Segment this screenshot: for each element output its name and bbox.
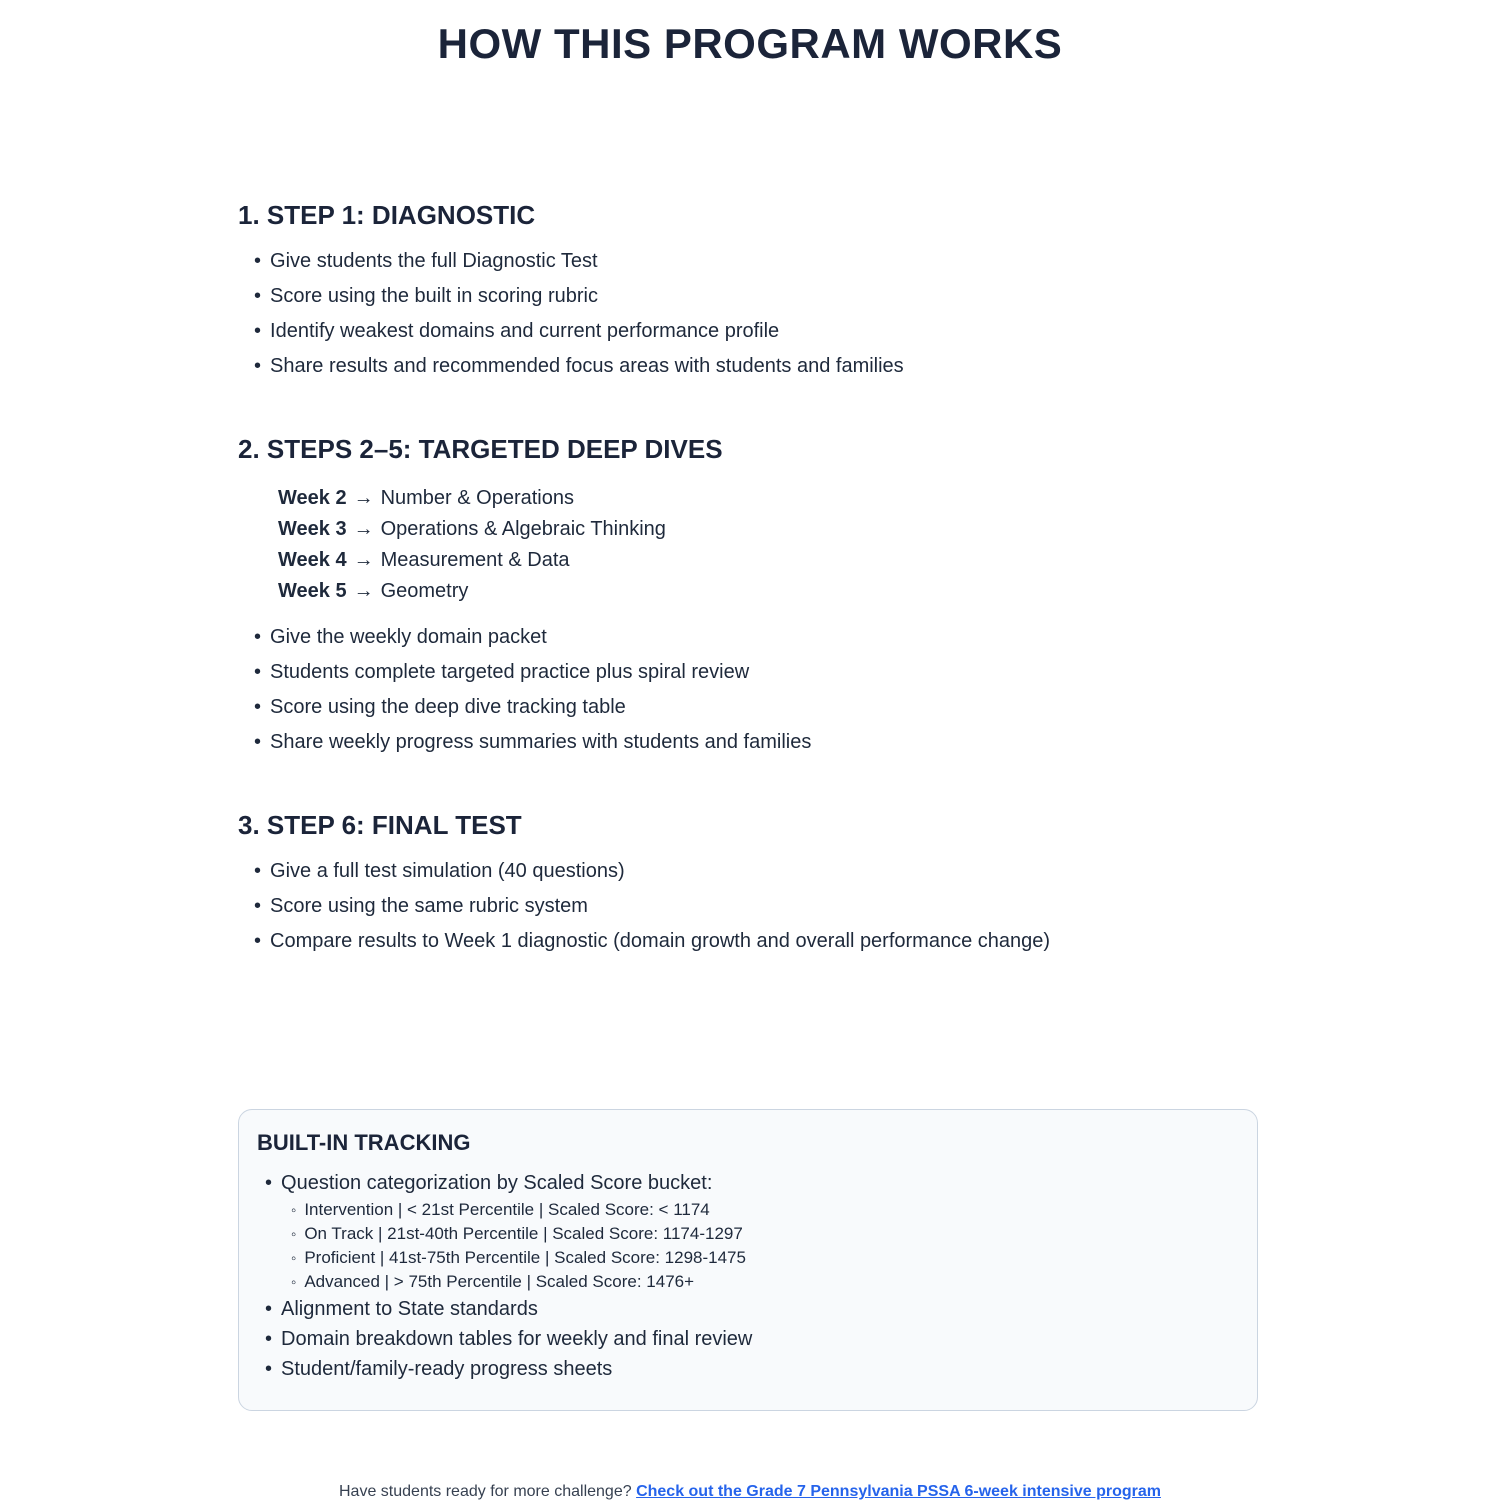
week-line	[278, 483, 1268, 514]
section-heading-text: STEP 1: DIAGNOSTIC	[266, 200, 536, 230]
section-heading	[238, 200, 1268, 231]
section-heading-text: STEPS 2–5: TARGETED DEEP DIVES	[266, 434, 723, 464]
section-number: 2.	[238, 434, 260, 464]
bullet-item: • Share weekly progress summaries with students and families	[254, 725, 1268, 760]
section-heading-text: STEP 6: FINAL TEST	[266, 810, 522, 840]
week-topic: Operations & Algebraic Thinking	[380, 518, 666, 540]
section-step-6-final-test	[238, 810, 1268, 959]
week-topic: Number & Operations	[380, 487, 574, 509]
week-topic: Geometry	[380, 580, 469, 602]
arrow-glyph: →	[353, 580, 374, 602]
arrow-glyph: →	[353, 518, 374, 540]
section-heading	[238, 434, 1268, 465]
week-line	[278, 545, 1268, 576]
arrow-glyph: →	[353, 549, 374, 571]
bullet-item: • Score using the same rubric system	[254, 889, 1268, 924]
tracking-bullet-item	[265, 1324, 1235, 1354]
page-title: HOW THIS PROGRAM WORKS	[437, 20, 1063, 67]
tracking-bullet-text: • Domain breakdown tables for weekly and final review	[265, 1328, 752, 1350]
bullet-list	[238, 620, 1268, 760]
week-label: Week 4	[278, 549, 347, 571]
score-bucket-list	[265, 1198, 1235, 1294]
bullet-list	[238, 244, 1268, 384]
tracking-bullet-item	[265, 1354, 1235, 1384]
main-content	[238, 200, 1268, 1411]
tracking-bullet-item	[265, 1168, 1235, 1294]
section-step-1-diagnostic	[238, 200, 1268, 384]
footer	[0, 1483, 1500, 1500]
score-bucket-item: ◦ Intervention | < 21st Percentile | Scaled Score: < 1174	[291, 1198, 1235, 1222]
footer-text: Have students ready for more challenge?	[339, 1483, 632, 1500]
week-label: Week 2	[278, 487, 347, 509]
week-schedule	[238, 483, 1268, 607]
bullet-item: • Compare results to Week 1 diagnostic (domain growth and overall performance change)	[254, 924, 1268, 959]
bullet-item: • Students complete targeted practice plus spiral review	[254, 655, 1268, 690]
week-topic: Measurement & Data	[380, 549, 570, 571]
bullet-item: • Give a full test simulation (40 questions)	[254, 854, 1268, 889]
bullet-item: • Share results and recommended focus areas with students and families	[254, 349, 1268, 384]
built-in-tracking-box	[238, 1109, 1258, 1411]
week-line	[278, 576, 1268, 607]
tracking-bullet-text: • Alignment to State standards	[265, 1298, 538, 1320]
tracking-bullet-item	[265, 1294, 1235, 1324]
section-number: 3.	[238, 810, 260, 840]
arrow-glyph: →	[353, 487, 374, 509]
section-heading	[238, 810, 1268, 841]
tracking-box-heading: BUILT-IN TRACKING	[257, 1130, 471, 1155]
section-steps-2-5-deep-dives	[238, 434, 1268, 760]
tracking-bullet-list	[257, 1168, 1235, 1384]
bullet-item: • Identify weakest domains and current performance profile	[254, 314, 1268, 349]
week-line	[278, 514, 1268, 545]
tracking-bullet-text: • Question categorization by Scaled Score bucket:	[265, 1172, 712, 1194]
week-label: Week 5	[278, 580, 347, 602]
tracking-bullet-text: • Student/family-ready progress sheets	[265, 1358, 612, 1380]
score-bucket-item: ◦ On Track | 21st-40th Percentile | Scaled Score: 1174-1297	[291, 1222, 1235, 1246]
week-label: Week 3	[278, 518, 347, 540]
bullet-item: • Score using the built in scoring rubric	[254, 279, 1268, 314]
bullet-list	[238, 854, 1268, 959]
bullet-item: • Score using the deep dive tracking table	[254, 690, 1268, 725]
section-number: 1.	[238, 200, 260, 230]
footer-link[interactable]: Check out the Grade 7 Pennsylvania PSSA 6-week intensive program	[636, 1483, 1161, 1500]
bullet-item: • Give the weekly domain packet	[254, 620, 1268, 655]
bullet-item: • Give students the full Diagnostic Test	[254, 244, 1268, 279]
score-bucket-item: ◦ Proficient | 41st-75th Percentile | Scaled Score: 1298-1475	[291, 1246, 1235, 1270]
score-bucket-item: ◦ Advanced | > 75th Percentile | Scaled Score: 1476+	[291, 1270, 1235, 1294]
